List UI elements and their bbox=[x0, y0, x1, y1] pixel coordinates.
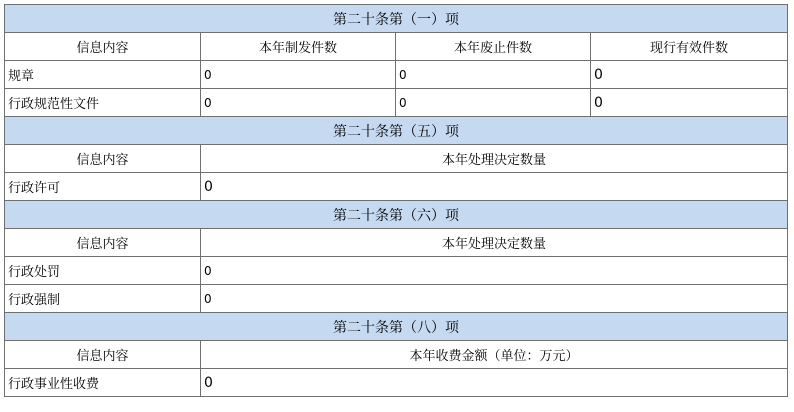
row-label: 行政规范性文件 bbox=[5, 89, 201, 117]
valid-count-value: 0 bbox=[591, 61, 788, 89]
disclosure-table bbox=[4, 4, 788, 397]
column-header-info-content: 信息内容 bbox=[5, 229, 201, 257]
section-title: 第二十条第（五）项 bbox=[5, 117, 788, 145]
column-header-fee-amount: 本年收费金额（单位：万元） bbox=[201, 341, 788, 369]
header-row bbox=[5, 229, 788, 257]
table-row bbox=[5, 89, 788, 117]
row-label: 行政处罚 bbox=[5, 257, 201, 285]
table-row bbox=[5, 61, 788, 89]
column-header-issued-count: 本年制发件数 bbox=[201, 33, 396, 61]
column-header-repealed-count: 本年废止件数 bbox=[396, 33, 591, 61]
column-header-info-content: 信息内容 bbox=[5, 341, 201, 369]
row-label: 行政强制 bbox=[5, 285, 201, 313]
column-header-info-content: 信息内容 bbox=[5, 145, 201, 173]
section-title: 第二十条第（六）项 bbox=[5, 201, 788, 229]
valid-count-value: 0 bbox=[591, 89, 788, 117]
table-row bbox=[5, 369, 788, 397]
decision-count-value: 0 bbox=[201, 173, 788, 201]
table-row bbox=[5, 173, 788, 201]
section-title: 第二十条第（八）项 bbox=[5, 313, 788, 341]
issued-count-value: 0 bbox=[201, 89, 396, 117]
header-row bbox=[5, 33, 788, 61]
header-row bbox=[5, 341, 788, 369]
section-title-row bbox=[5, 117, 788, 145]
section-title-row bbox=[5, 5, 788, 33]
decision-count-value: 0 bbox=[201, 285, 788, 313]
column-header-valid-count: 现行有效件数 bbox=[591, 33, 788, 61]
fee-amount-value: 0 bbox=[201, 369, 788, 397]
column-header-decision-count: 本年处理决定数量 bbox=[201, 145, 788, 173]
column-header-decision-count: 本年处理决定数量 bbox=[201, 229, 788, 257]
repealed-count-value: 0 bbox=[396, 89, 591, 117]
section-title-row bbox=[5, 201, 788, 229]
table-row bbox=[5, 285, 788, 313]
decision-count-value: 0 bbox=[201, 257, 788, 285]
section-title: 第二十条第（一）项 bbox=[5, 5, 788, 33]
table-row bbox=[5, 257, 788, 285]
row-label: 行政事业性收费 bbox=[5, 369, 201, 397]
column-header-info-content: 信息内容 bbox=[5, 33, 201, 61]
row-label: 规章 bbox=[5, 61, 201, 89]
row-label: 行政许可 bbox=[5, 173, 201, 201]
repealed-count-value: 0 bbox=[396, 61, 591, 89]
section-title-row bbox=[5, 313, 788, 341]
issued-count-value: 0 bbox=[201, 61, 396, 89]
header-row bbox=[5, 145, 788, 173]
